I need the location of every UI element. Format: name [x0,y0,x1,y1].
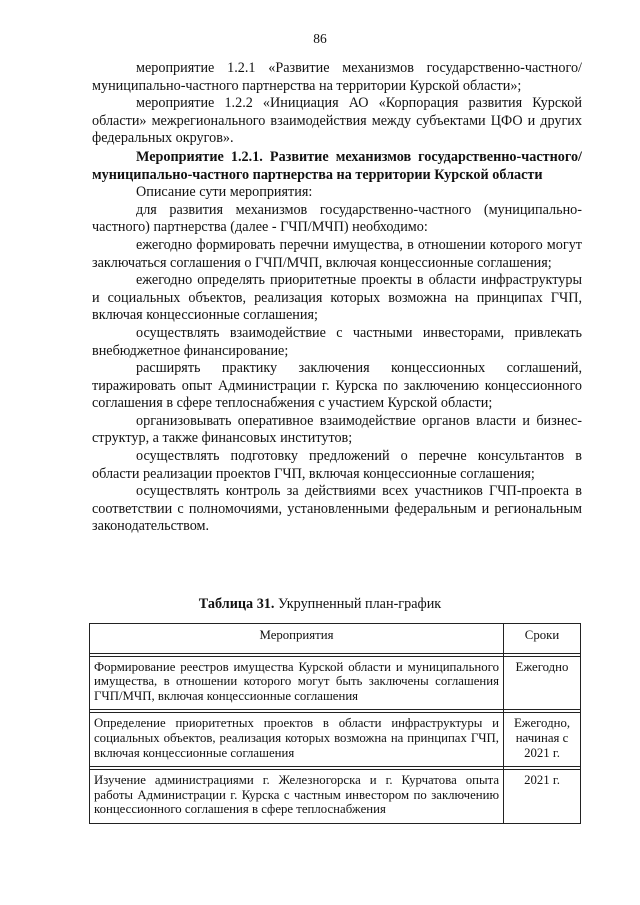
list-item: расширять практику заключения концессионных соглашений, тиражировать опыт Администрации г. Курска по заключению концессионного соглашения в сфере теплоснабжения с участием Курской области; [92,360,582,412]
table-row [90,770,581,824]
list-item: ежегодно формировать перечни имущества, в отношении которого могут заключаться соглашения о ГЧП/МЧП, включая концессионные соглашения; [92,236,582,271]
activity-cell: Формирование реестров имущества Курской области и муниципального имущества, в отношении которого могут быть заключены соглашения ГЧП/МЧП, включая концессионные соглашения [90,656,504,710]
table-caption [0,596,640,613]
paragraph-2: мероприятие 1.2.2 «Инициация АО «Корпорация развития Курской области» межрегионального взаимодействия между субъектами ЦФО и других федеральных округов». [92,95,582,147]
table-caption-title: Укрупненный план-график [274,596,442,612]
activity-cell: Определение приоритетных проектов в области инфраструктуры и социальных объектов, реализация которых возможна на принципах ГЧП, включая концессионные соглашения [90,713,504,767]
paragraph-intro: для развития механизмов государственно-частного (муниципально-частного) партнерства (далее - ГЧП/МЧП) необходимо: [92,201,582,236]
column-header-activities: Мероприятия [90,624,504,654]
list-item: организовывать оперативное взаимодействие органов власти и бизнес-структур, а также финансовых институтов; [92,412,582,447]
list-item: осуществлять контроль за действиями всех участников ГЧП-проекта в соответствии с полномочиями, установленными федеральным и региональным законодательством. [92,483,582,535]
term-cell: 2021 г. [504,770,581,824]
table-row [90,656,581,710]
section-heading: Мероприятие 1.2.1. Развитие механизмов государственно-частного/муниципально-частного партнерства на территории Курской области [92,148,582,183]
table-row [90,713,581,767]
body-text [92,60,582,536]
list-item: ежегодно определять приоритетные проекты в области инфраструктуры и социальных объектов, реализация которых возможна на принципах ГЧП, включая концессионные соглашения; [92,272,582,324]
schedule-table [89,623,581,824]
paragraph-description-label: Описание сути мероприятия: [136,184,313,201]
table-header-row [90,624,581,654]
list-item: осуществлять взаимодействие с частными инвесторами, привлекать внебюджетное финансирование; [92,324,582,359]
table-caption-number: Таблица 31. [198,596,275,612]
paragraph-1: мероприятие 1.2.1 «Развитие механизмов государственно-частного/муниципально-частного партнерства на территории Курской области»; [92,60,582,94]
column-header-terms: Сроки [504,624,581,654]
list-item: осуществлять подготовку предложений о перечне консультантов в области реализации проектов ГЧП, включая концессионные соглашения; [92,448,582,482]
term-cell: Ежегодно [504,656,581,710]
term-cell: Ежегодно, начиная с 2021 г. [504,713,581,767]
page-number: 86 [313,31,327,46]
activity-cell: Изучение администрациями г. Железногорска и г. Курчатова опыта работы Администрации г. Курска с частным инвестором по заключению концессионного соглашения в сфере теплоснабжения [90,770,504,824]
